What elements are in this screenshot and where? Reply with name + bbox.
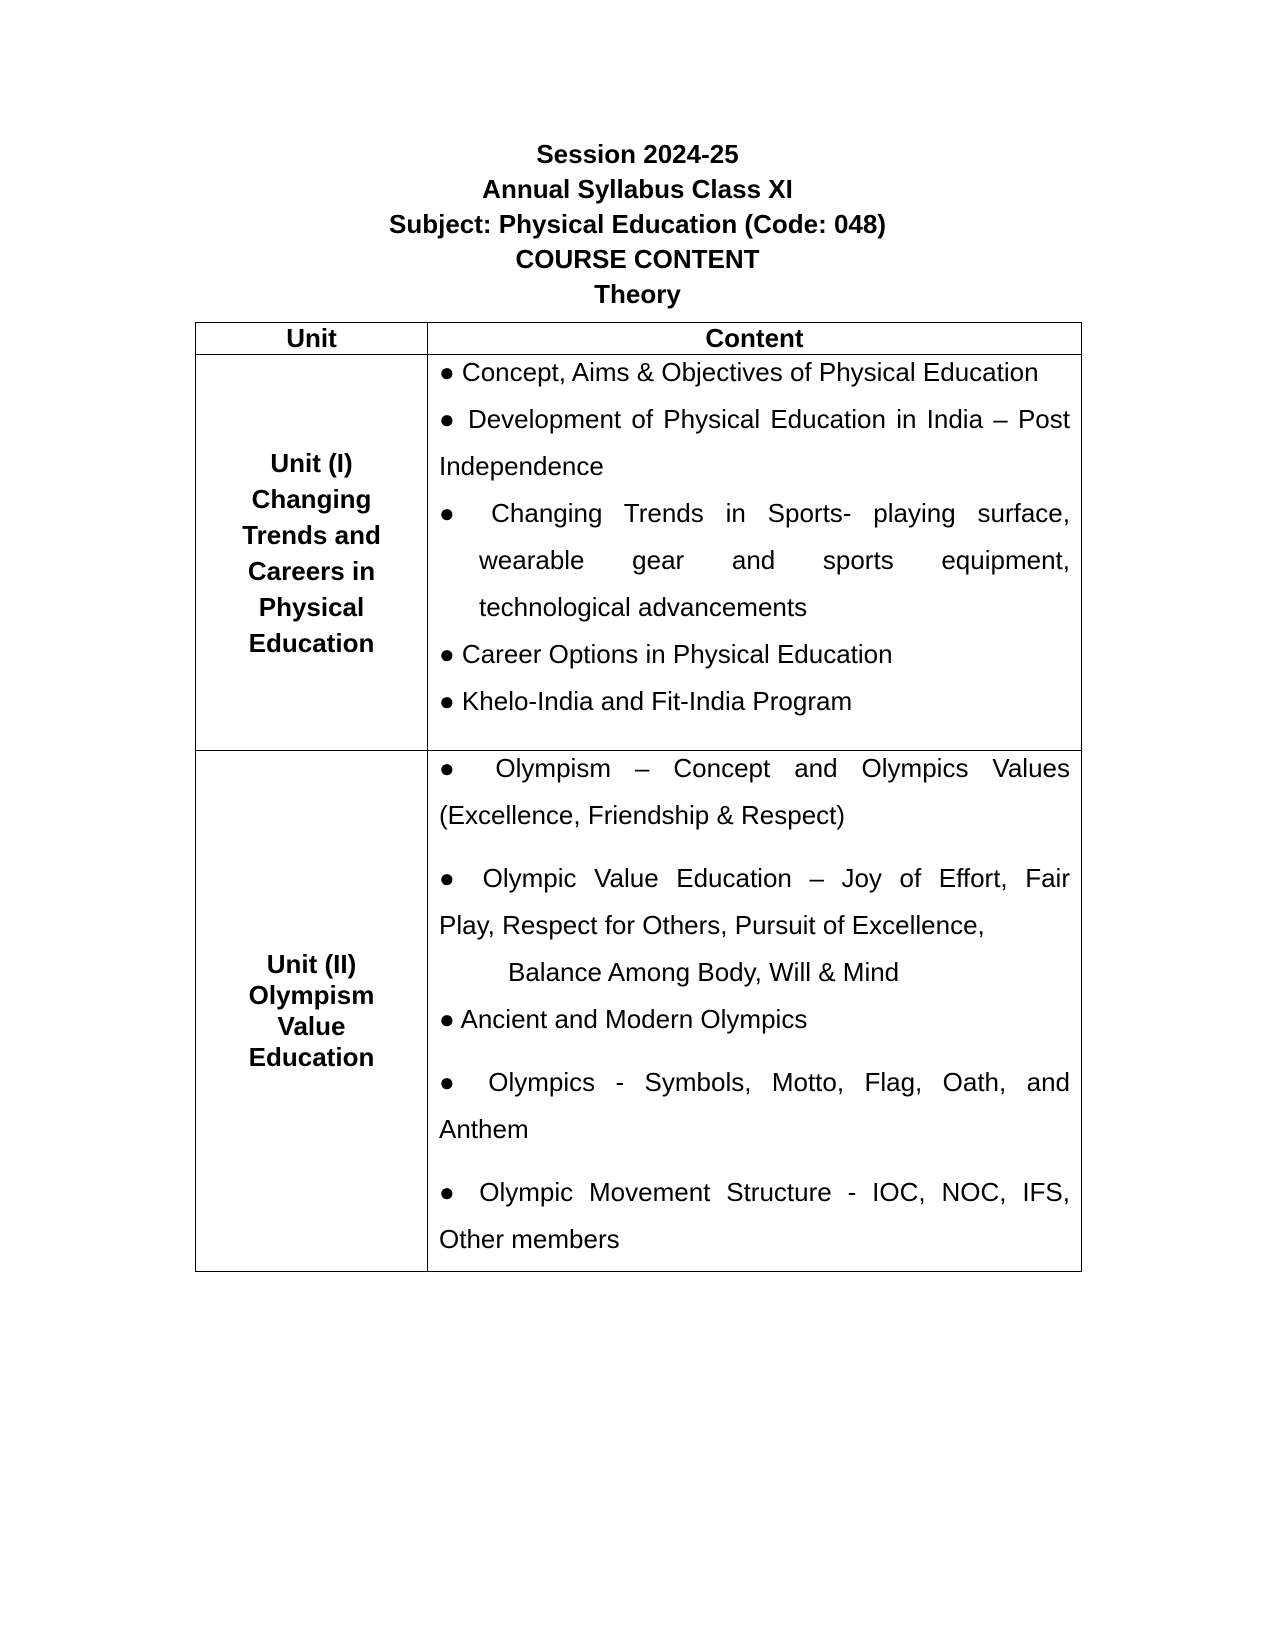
unit-name-line: Olympism xyxy=(248,980,375,1010)
content-item xyxy=(439,745,1070,839)
table-row xyxy=(196,355,1082,751)
syllabus-title: Annual Syllabus Class XI xyxy=(482,174,793,204)
content-item-line: Balance Among Body, Will & Mind xyxy=(508,957,900,987)
session-title: Session 2024-25 xyxy=(536,139,739,169)
content-item-line: ● Olympics - Symbols, Motto, Flag, Oath, and xyxy=(439,1067,1070,1097)
content-item: ● Changing Trends in Sports- playing surface, xyxy=(439,498,1070,528)
unit-label: Unit (II) xyxy=(266,949,357,979)
content-cell-2 xyxy=(428,751,1082,1272)
unit-cell-2 xyxy=(196,751,428,1272)
unit-name-line: Physical xyxy=(258,591,365,622)
content-item-continuation: Independence xyxy=(439,451,604,481)
unit-name-line: Careers in xyxy=(247,555,376,586)
unit-name-line: Value xyxy=(277,1011,346,1041)
content-item xyxy=(439,1169,1070,1263)
syllabus-table xyxy=(195,322,1082,1272)
table-row xyxy=(196,751,1082,1272)
unit-name-line: Changing xyxy=(251,483,372,514)
content-item-line: ● Olympism – Concept and Olympics Values xyxy=(439,753,1070,783)
unit-name-line: Trends and xyxy=(242,519,381,550)
content-cell-1 xyxy=(428,355,1082,751)
content-item: ● Development of Physical Education in India – Post xyxy=(439,404,1070,434)
content-item-line: (Excellence, Friendship & Respect) xyxy=(439,800,846,830)
content-column-header: Content xyxy=(428,323,1082,355)
content-item: ● Khelo-India and Fit-India Program xyxy=(439,686,853,716)
subject-title: Subject: Physical Education (Code: 048) xyxy=(389,209,886,239)
section-title: Theory xyxy=(594,279,681,309)
unit-cell-1 xyxy=(196,355,428,751)
content-item-continuation: technological advancements xyxy=(479,592,808,622)
unit-label: Unit (I) xyxy=(270,447,353,478)
course-content-title: COURSE CONTENT xyxy=(515,244,760,274)
content-item-line: Other members xyxy=(439,1224,620,1254)
content-item: ● Career Options in Physical Education xyxy=(439,639,893,669)
content-item xyxy=(439,996,1070,1043)
content-item xyxy=(439,1059,1070,1153)
content-item xyxy=(439,855,1070,996)
content-item-line: Play, Respect for Others, Pursuit of Excellence, xyxy=(439,910,985,940)
unit-name-line: Education xyxy=(248,627,375,658)
content-item-line: Anthem xyxy=(439,1114,529,1144)
content-item-continuation: wearable gear and sports equipment, xyxy=(479,545,1070,575)
content-item: ● Concept, Aims & Objectives of Physical Education xyxy=(439,357,1039,387)
content-item-line: ● Ancient and Modern Olympics xyxy=(439,1004,808,1034)
unit-column-header: Unit xyxy=(196,323,428,355)
content-item-line: ● Olympic Value Education – Joy of Effort, Fair xyxy=(439,863,1070,893)
content-item-line: ● Olympic Movement Structure - IOC, NOC, IFS, xyxy=(439,1177,1070,1207)
unit-name-line: Education xyxy=(248,1042,375,1072)
document-heading xyxy=(0,137,1275,312)
